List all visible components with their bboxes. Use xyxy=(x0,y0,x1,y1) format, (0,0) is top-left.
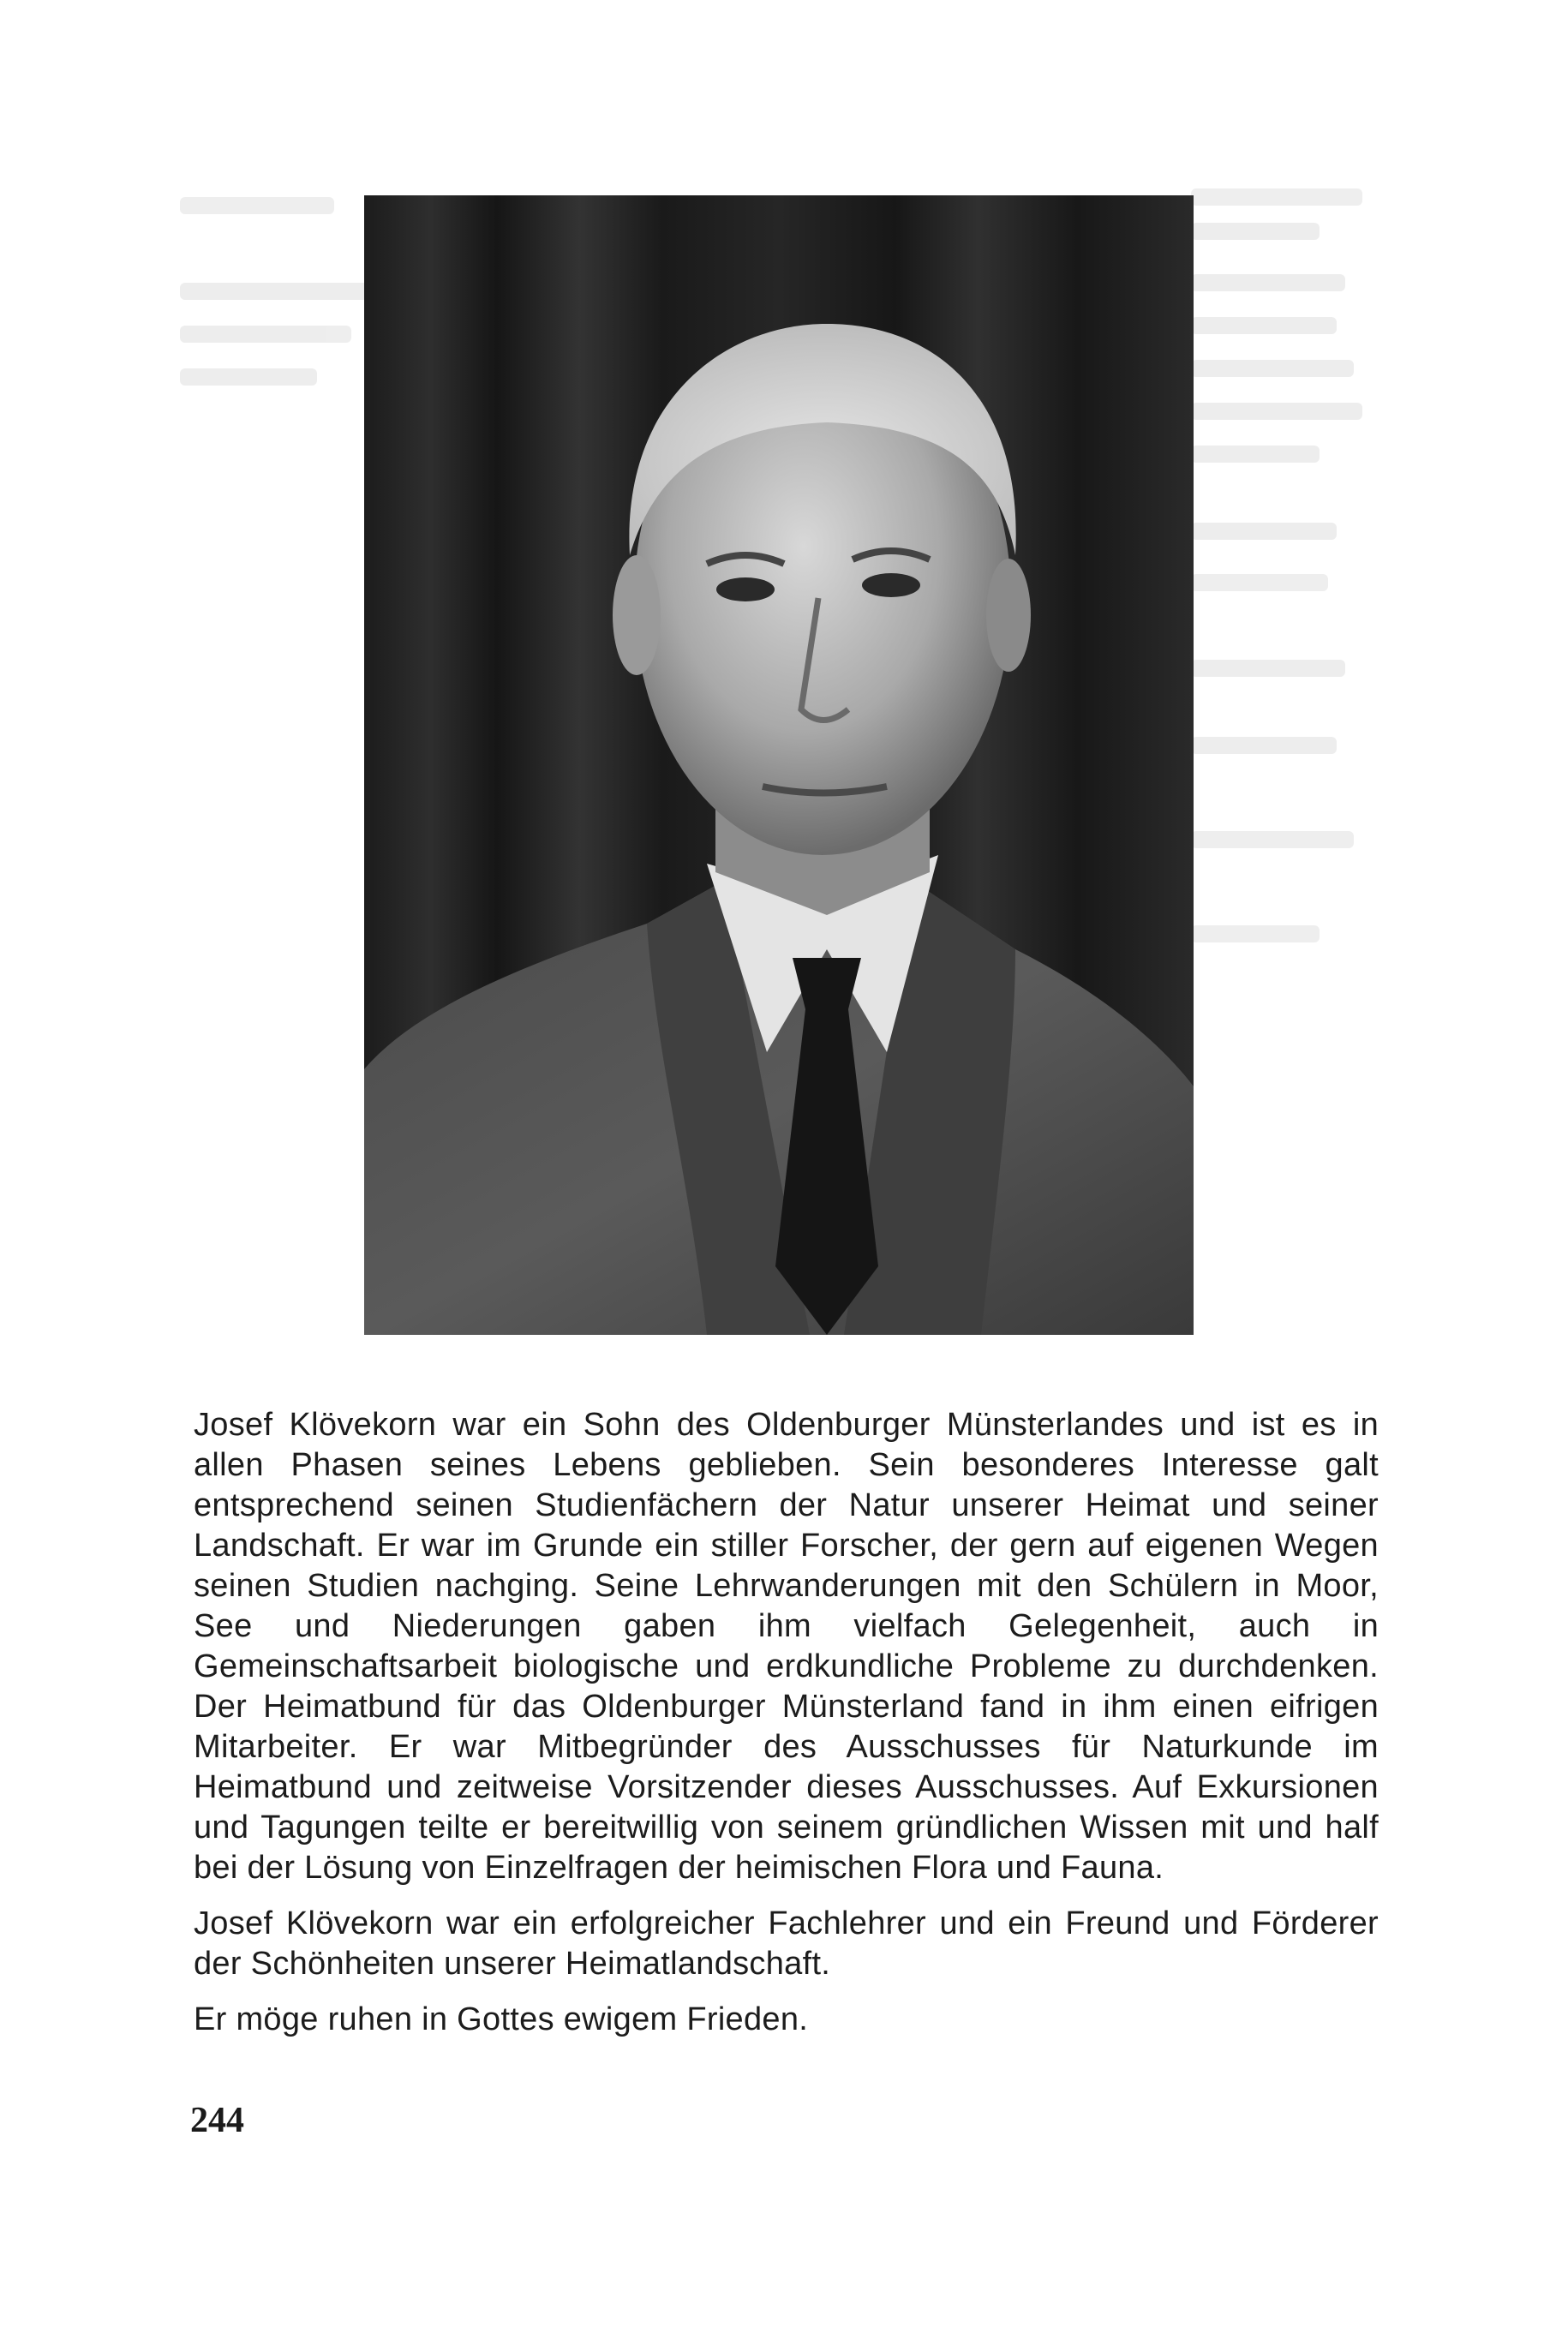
article-body xyxy=(194,1405,1379,2055)
page-number: 244 xyxy=(190,2101,244,2140)
paragraph-closing: Er möge ruhen in Gottes ewigem Frieden. xyxy=(194,2001,809,2037)
paragraph-biography: Josef Klövekorn war ein Sohn des Oldenburger Münsterlandes und ist es in allen Phasen seines Lebens geblieben. Sein besonderes Interesse galt entsprechend seinen Studienfächern der Natur unserer Heimat und seiner Landschaft. Er war im Grunde ein stiller Forscher, der gern auf eigenen Wegen seinen Studien nachging. Seine Lehrwanderungen mit den Schülern in Moor, See und Niederungen gaben ihm vielfach Gelegenheit, auch in Gemeinschaftsarbeit biologische und erdkundliche Probleme zu durchdenken. Der Heimatbund für das Oldenburger Münsterland fand in ihm einen eifrigen Mitarbeiter. Er war Mitbegründer des Ausschusses für Naturkunde im Heimatbund und zeitweise Vorsitzender dieses Ausschusses. Auf Exkursionen und Tagungen teilte er bereitwillig von seinem gründlichen Wissen mit und half bei der Lösung von Einzelfragen der heimischen Flora und Fauna. xyxy=(194,1407,1379,1886)
portrait-photo xyxy=(364,195,1194,1335)
paragraph-tribute: Josef Klövekorn war ein erfolgreicher Fachlehrer und ein Freund und Förderer der Schönheiten unserer Heimatlandschaft. xyxy=(194,1905,1379,1982)
portrait-photo-icon xyxy=(364,195,1194,1335)
